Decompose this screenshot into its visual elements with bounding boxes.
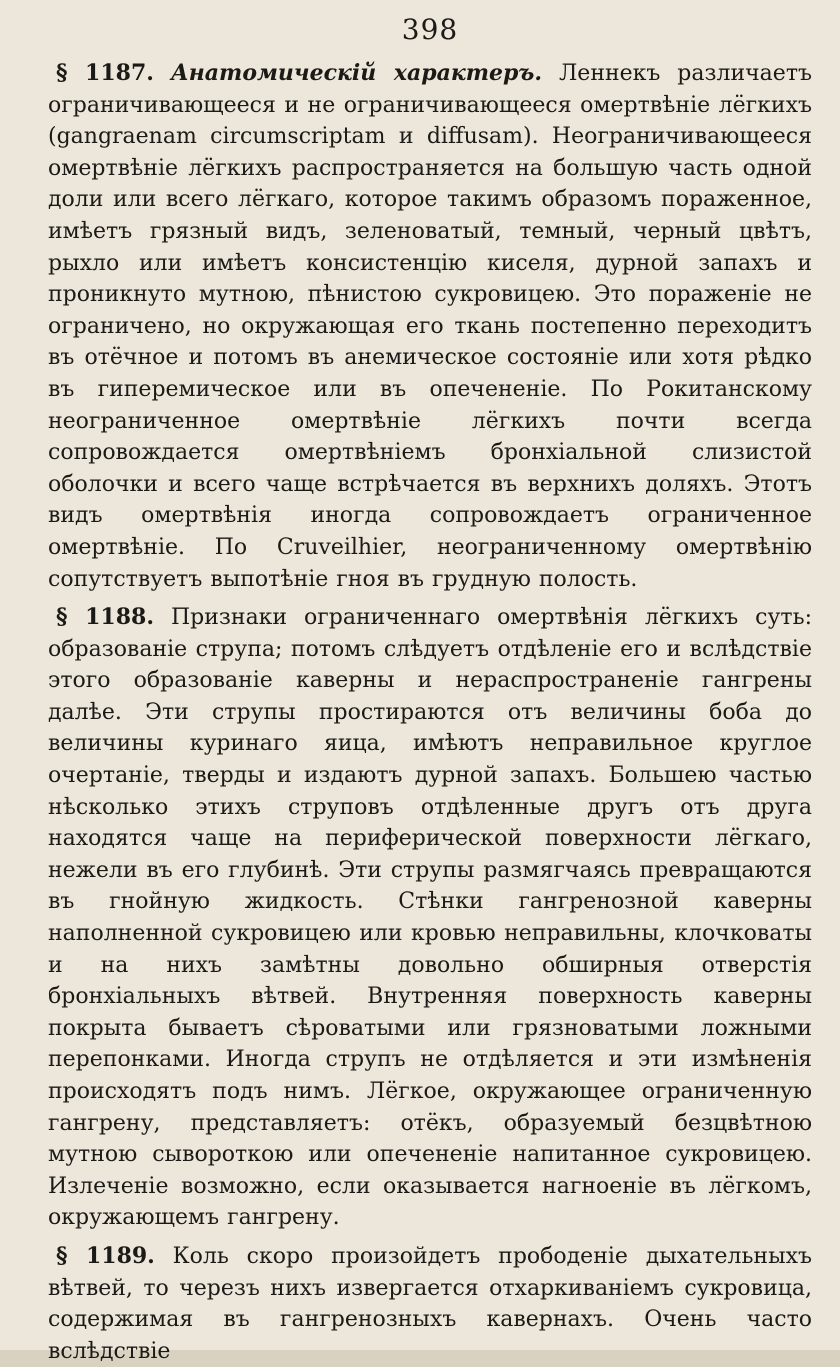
page-number: 398: [401, 13, 459, 46]
paragraph-text: Леннекъ различаетъ ограничивающееся и не ограничивающееся омертвѣніе лёгкихъ (gangraenam circumscriptam и diffusam). Неограничивающееся омертвѣніе лёгкихъ распространяется на большую часть одной доли или всего лёгкаго, которое такимъ образомъ пораженное, имѣетъ грязный видъ, зеленоватый, темный, черный цвѣтъ, рыхло или имѣетъ консистенцію киселя, дурной запахъ и проникнуто мутною, пѣнистою сукровицею. Это пораженіе не ограничено, но окружающая его ткань постепенно переходитъ въ отёчное и потомъ въ анемическое состояніе или хотя рѣдко въ гиперемическое или въ опечененіе. По Рокитанскому неограниченное омертвѣніе лёгкихъ почти всегда сопровождается омертвѣніемъ бронхіальной слизистой оболочки и всего чаще встрѣчается въ верхнихъ доляхъ. Этотъ видъ омертвѣнія иногда сопровождаетъ ограниченное омертвѣніе. По Cruveilhier, неограниченному омертвѣнію сопутствуетъ выпотѣніе гноя въ грудную полость.: [48, 61, 812, 592]
paragraph-number: § 1188.: [56, 604, 155, 631]
paragraph-text: Коль скоро произойдетъ прободеніе дыхательныхъ вѣтвей, то черезъ нихъ извергается отхаркиваніемъ сукровица, содержимая въ гангренозныхъ кавернахъ. Очень часто вслѣдствіе: [48, 1243, 812, 1364]
paragraph-1188: [48, 602, 812, 1234]
paragraph-number: § 1187.: [56, 60, 154, 86]
paragraph-text: Признаки ограниченнаго омертвѣнія лёгкихъ суть: образованіе струпа; потомъ слѣдуетъ отдѣленіе его и вслѣдствіе этого образованіе каверны и нераспространеніе гангрены далѣе. Эти струпы простираются отъ величины боба до величины куринаго яица, имѣютъ неправильное круглое очертаніе, тверды и издаютъ дурной запахъ. Большею частью нѣсколько этихъ струповъ отдѣленные другъ отъ друга находятся чаще на периферической поверхности лёгкаго, нежели въ его глубинѣ. Эти струпы размягчаясь превращаются въ гнойную жидкость. Стѣнки гангренозной каверны наполненной сукровицею или кровью неправильны, клочковаты и на нихъ замѣтны довольно обширныя отверстія бронхіальныхъ вѣтвей. Внутренняя поверхность каверны покрыта бываетъ сѣроватыми или грязноватыми ложными перепонками. Иногда струпъ не отдѣляется и эти измѣненія происходятъ подъ нимъ. Лёгкое, окружающее ограниченную гангрену, представляетъ: отёкъ, образуемый безцвѣтною мутною сывороткою или опечененіе напитанное сукровицею. Излеченіе возможно, если оказывается нагноеніе въ лёгкомъ, окружающемъ гангрену.: [48, 605, 812, 1231]
paragraph-heading: Анатомическій характеръ.: [170, 60, 543, 86]
paragraph-number: § 1189.: [56, 1242, 155, 1269]
paragraph-1189: [48, 1241, 812, 1367]
paragraph-1187: [48, 58, 812, 595]
